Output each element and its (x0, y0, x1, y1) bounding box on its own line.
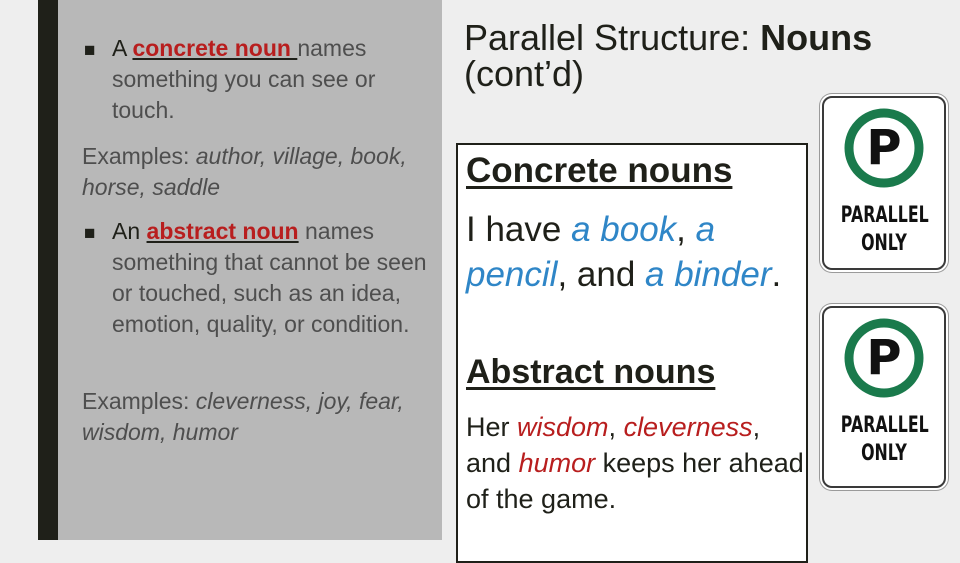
sign-letter: P (866, 330, 902, 386)
examples-label: Examples: (82, 388, 196, 414)
title-normal: Parallel Structure: (464, 17, 761, 58)
left-accent-bar (38, 0, 58, 540)
concrete-noun-definition (112, 33, 442, 126)
item-humor: humor (518, 448, 596, 478)
concrete-noun-term: concrete noun (132, 35, 298, 61)
title-continued: (cont’d) (464, 53, 585, 94)
examples-label: Examples: (82, 143, 196, 169)
parallel-only-sign (822, 306, 946, 488)
examples-list: author, village, book, horse, saddle (82, 143, 407, 200)
item-wisdom: wisdom (517, 412, 609, 442)
abstract-noun-term: abstract noun (146, 218, 299, 244)
abstract-noun-definition (112, 216, 434, 340)
title-bold: Nouns (760, 17, 873, 58)
definition-body: names something that cannot be seen or touched, such as an idea, emotion, quality, or condition. (112, 218, 427, 337)
abstract-examples (82, 386, 432, 448)
item-cleverness: cleverness (623, 412, 753, 442)
concrete-examples (82, 141, 432, 203)
square-bullet-icon: ■ (84, 223, 96, 244)
item-binder: a binder (645, 255, 772, 294)
item-book: a book (571, 210, 677, 249)
item-pencil: a pencil (466, 210, 716, 294)
abstract-sentence: Her wisdom, cleverness, and humor keeps her ahead of the game. (466, 412, 804, 514)
definition-prefix: An (112, 218, 147, 244)
sign-line1: PARALLEL (840, 413, 929, 438)
square-bullet-icon: ■ (84, 40, 96, 61)
definition-body: names something you can see or touch. (112, 35, 376, 123)
definition-prefix: A (112, 35, 133, 61)
slide-title (464, 17, 944, 94)
parallel-only-sign (822, 96, 946, 270)
sign-line2: ONLY (861, 231, 907, 256)
sign-line1: PARALLEL (840, 203, 929, 228)
examples-box (456, 143, 808, 563)
concrete-heading: Concrete nouns (466, 151, 733, 190)
concrete-sentence: I have a book, a pencil, and a binder. (466, 210, 782, 294)
examples-list: cleverness, joy, fear, wisdom, humor (82, 388, 404, 445)
sign-letter: P (866, 120, 902, 176)
abstract-heading: Abstract nouns (466, 353, 716, 391)
sign-line2: ONLY (861, 441, 907, 466)
